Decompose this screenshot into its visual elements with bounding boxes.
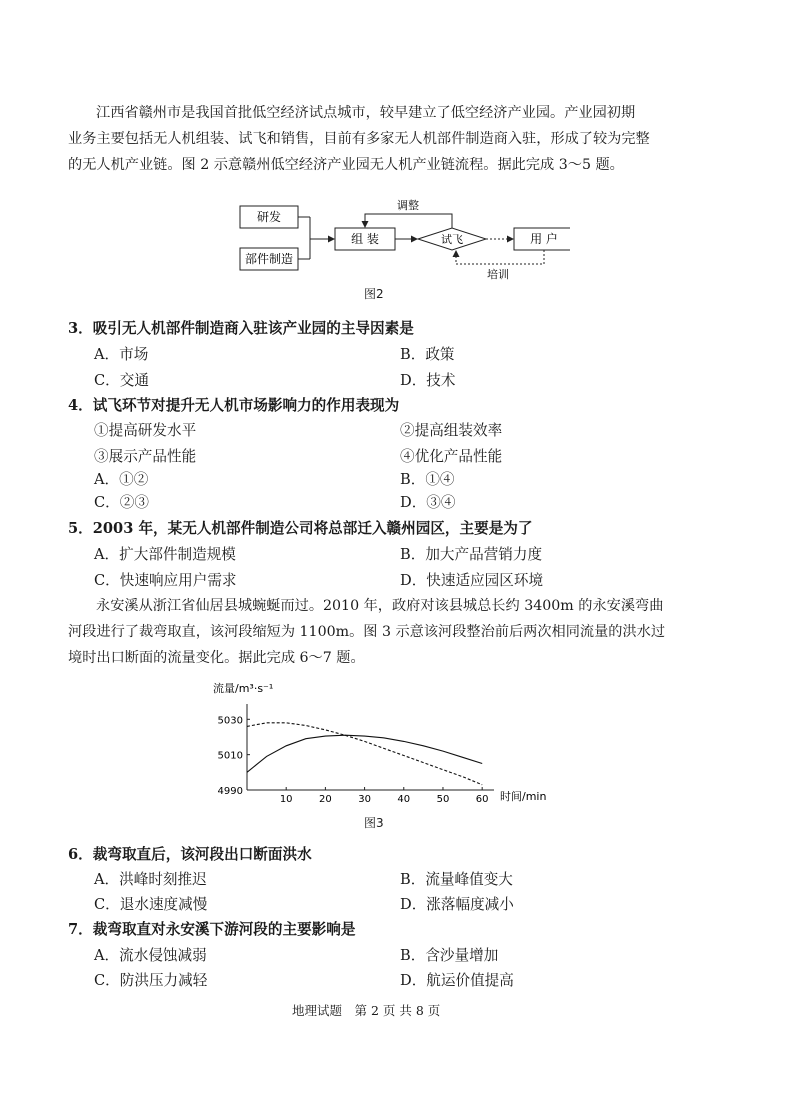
page-footer: 地理试题 第 2 页 共 8 页 — [292, 1003, 441, 1018]
q6-option-b[interactable]: B．流量峰值变大 — [400, 871, 513, 888]
q3-option-b[interactable]: B．政策 — [400, 346, 455, 363]
y-tick-label: 4990 — [217, 786, 243, 797]
question-3-stem — [68, 317, 414, 338]
passage-line: 业务主要包括无人机组装、试飞和销售，目前有多家无人机部件制造商入驻，形成了较为完整 — [68, 131, 650, 147]
y-axis-label: 流量/m³·s⁻¹ — [213, 682, 274, 695]
y-tick-label: 5030 — [217, 715, 243, 727]
question-6-stem — [68, 843, 312, 864]
question-text: 裁弯取直对永安溪下游河段的主要影响是 — [92, 921, 356, 938]
q4-option-b[interactable]: B．①④ — [400, 471, 455, 488]
q3-option-d[interactable]: D．技术 — [400, 372, 456, 389]
q3-option-c[interactable]: C．交通 — [94, 372, 149, 389]
user-label: 用 户 — [530, 232, 558, 246]
q7-option-d[interactable]: D．航运价值提高 — [400, 972, 514, 989]
flood-flow-chart — [205, 680, 555, 808]
q6-option-a[interactable]: A．洪峰时刻推迟 — [94, 871, 207, 888]
q5-option-b[interactable]: B．加大产品营销力度 — [400, 546, 543, 563]
x-tick-label: 50 — [436, 794, 450, 805]
figure2-caption: 图2 — [364, 287, 384, 301]
passage-river — [68, 593, 738, 671]
x-tick-label: 40 — [397, 794, 411, 805]
question-text: 试飞环节对提升无人机市场影响力的作用表现为 — [92, 397, 400, 414]
question-number: 5． — [68, 520, 93, 537]
q4-option-d[interactable]: D．③④ — [400, 494, 456, 511]
x-axis-label: 时间/min — [500, 790, 547, 803]
training-label: 培训 — [487, 268, 509, 281]
question-4-stem — [68, 394, 399, 415]
solid-flow-line — [247, 735, 482, 772]
question-text: 2003 年，某无人机部件制造公司将总部迁入赣州园区，主要是为了 — [92, 520, 533, 537]
q4-statement-3: ③展示产品性能 — [94, 448, 197, 465]
dashed-flow-line — [247, 723, 482, 785]
x-tick-label: 10 — [279, 794, 293, 805]
question-7-stem — [68, 918, 355, 939]
q4-statement-1: ①提高研发水平 — [94, 422, 197, 439]
passage-line: 永安溪从浙江省仙居县城蜿蜒而过。2010 年，政府对该县城总长约 3400m 的永安溪弯曲 — [96, 598, 664, 614]
adjust-loop-arrow — [365, 214, 452, 228]
question-number: 4． — [68, 397, 93, 414]
question-number: 6． — [68, 846, 93, 863]
passage-line: 河段进行了裁弯取直，该河段缩短为 1100m。图 3 示意该河段整治前后两次相同流量的洪水过 — [68, 624, 666, 640]
question-text: 裁弯取直后，该河段出口断面洪水 — [92, 846, 312, 863]
q4-statement-2: ②提高组装效率 — [400, 422, 503, 439]
q5-option-a[interactable]: A．扩大部件制造规模 — [94, 546, 236, 563]
assembly-label: 组 装 — [351, 232, 379, 246]
passage-line: 的无人机产业链。图 2 示意赣州低空经济产业园无人机产业链流程。据此完成 3～5 题。 — [68, 157, 624, 173]
figure3-caption: 图3 — [364, 816, 384, 830]
passage-line: 江西省赣州市是我国首批低空经济试点城市，较早建立了低空经济产业园。产业园初期 — [96, 105, 636, 121]
q7-option-b[interactable]: B．含沙量增加 — [400, 947, 499, 964]
question-text: 吸引无人机部件制造商入驻该产业园的主导因素是 — [92, 320, 414, 337]
x-tick-label: 20 — [319, 794, 332, 805]
question-number: 7． — [68, 921, 93, 938]
q6-option-d[interactable]: D．涨落幅度减小 — [400, 896, 514, 913]
q4-option-a[interactable]: A．①② — [94, 471, 149, 488]
industry-chain-diagram — [230, 190, 570, 285]
adjust-label: 调整 — [397, 199, 419, 212]
q5-option-c[interactable]: C．快速响应用户需求 — [94, 572, 237, 589]
parts-label: 部件制造 — [244, 252, 294, 266]
q4-option-c[interactable]: C．②③ — [94, 494, 149, 511]
research-label: 研发 — [256, 210, 282, 224]
q7-option-a[interactable]: A．流水侵蚀减弱 — [94, 947, 207, 964]
passage-intro-drone — [68, 100, 738, 178]
question-number: 3． — [68, 320, 93, 337]
training-loop-arrow — [456, 250, 544, 264]
y-tick-label: 5010 — [217, 750, 243, 762]
q4-statement-4: ④优化产品性能 — [400, 448, 503, 465]
x-tick-label: 30 — [358, 794, 371, 805]
q6-option-c[interactable]: C．退水速度减慢 — [94, 896, 208, 913]
test-flight-label: 试飞 — [441, 233, 463, 246]
q5-option-d[interactable]: D．快速适应园区环境 — [400, 572, 544, 589]
x-tick-label: 60 — [475, 794, 489, 805]
question-5-stem — [68, 517, 532, 538]
q7-option-c[interactable]: C．防洪压力减轻 — [94, 972, 208, 989]
q3-option-a[interactable]: A．市场 — [94, 346, 149, 363]
passage-line: 境时出口断面的流量变化。据此完成 6～7 题。 — [68, 650, 365, 666]
